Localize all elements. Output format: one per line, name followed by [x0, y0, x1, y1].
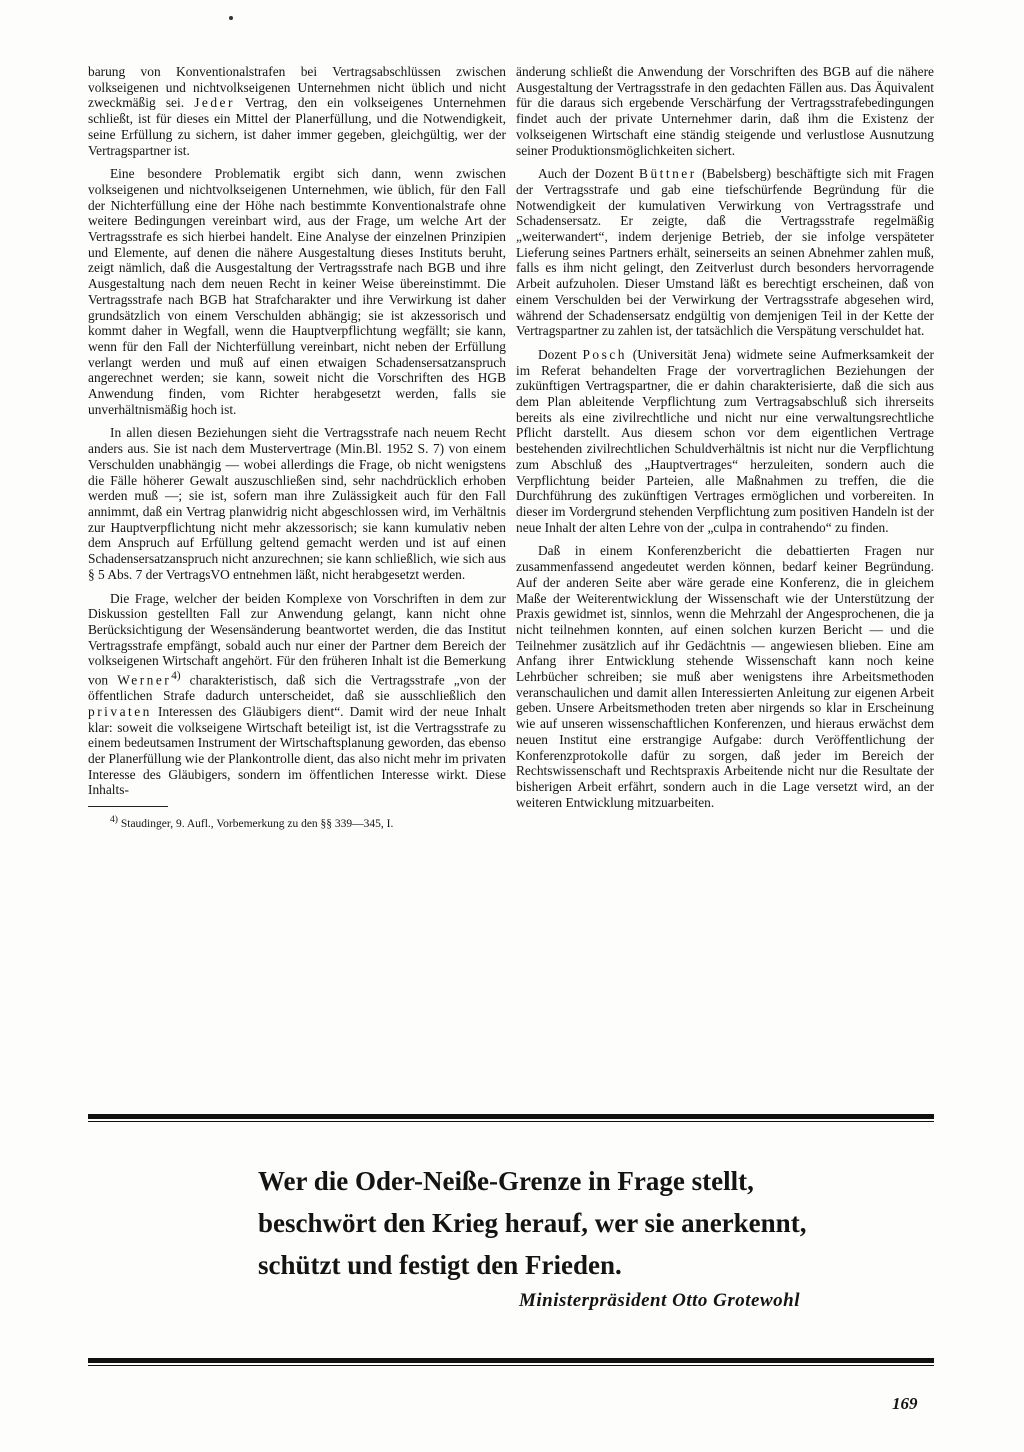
paragraph-text: Dozent: [538, 346, 577, 362]
paragraph-text: charakteristisch, daß sich die Vertragsstrafe „von der öffentlichen Strafe dadurch unterscheidet, daß sie ausschließlich den: [88, 672, 506, 704]
footnote-divider: [88, 806, 168, 807]
quote-line: beschwört den Krieg herauf, wer sie anerkennt,: [258, 1208, 807, 1238]
paragraph-text: (Babelsberg) beschäftigte sich mit Fragen der Vertragsstrafe und gab eine tiefschürfende Begründung für die Notwendigkeit der kumulativen Verwirkung von Vertragsstrafe und Schadensersatz. Er zeigte, daß die Vertragsstrafe regelmäßig „weiterwandert“, indem derjenige Betrieb, der sie infolge verspäteter Lieferung seines Partners erhält, seinerseits an seinen Abnehmer zahlen muß, falls es ihm nicht gelingt, den Zeitverlust durch besonders hervorragende Arbeit aufzuholen. Dieser Umstand läßt es berechtigt erscheinen, daß von einem Verschulden bei der Verwirkung der Vertragsstrafe abgesehen wird, während der Schadensersatz endgültig von demjenigen Teil in der Kette der Vertragspartner zu zahlen ist, der tatsächlich die Verspätung verschuldet hat.: [516, 166, 934, 339]
paragraph: änderung schließt die Anwendung der Vorschriften des BGB auf die nähere Ausgestaltung der Vertragsstrafe in den gedachten Fällen aus. Das Äquivalent für die daraus sich ergebende Verschärfung der Vertragsstrafebedingungen findet auch der private Unternehmer darin, daß ihm die Existenz der volkseigenen Wirtschaft eine ständig steigende und verlustlose Ausnutzung seiner Produktionsmöglichkeiten sichert.: [516, 64, 934, 158]
footnote-mark: 4): [110, 814, 118, 826]
paragraph: In allen diesen Beziehungen sieht die Vertragsstrafe nach neuem Recht anders aus. Sie ist nach dem Mustervertrage (Min.Bl. 1952 S. 7) von einem Verschulden unabhängig — wobei allerdings die Frage, ob nicht wenigstens die Fälle höherer Gewalt auszuschließen sind, sehr nachdrücklich erhoben werden muß —; sie ist, sofern man ihre Zulässigkeit auch für den Fall annimmt, daß ein Vertrag planwidrig nicht abgeschlossen wird, im Verhältnis zur Hauptverpflichtung nicht mehr akzessorisch; sie kann kumulativ neben dem Anspruch auf Erfüllung geltend gemacht werden und ist auf einen Schadensersatzanspruch nicht anzurechnen; sie kann schließlich, wie sich aus § 5 Abs. 7 der VertragsVO entnehmen läßt, nicht herabgesetzt werden.: [88, 425, 506, 582]
quote-author: Ministerpräsident Otto Grotewohl: [519, 1290, 800, 1311]
print-speck: [229, 16, 233, 20]
paragraph-text: Die Frage, welcher der beiden Komplexe von Vorschriften in dem zur Diskussion gestellten Fall zur Anwendung gelangt, kann nicht ohne Berücksichtigung der Wesensänderung beantwortet werden, die das Institut Vertragsstrafe empfängt, sobald auch nur einer der Partner dem Bereich der volkseigenen Wirtschaft angehört. Für den früheren Inhalt ist die Bemerkung von: [88, 590, 506, 688]
bottom-divider-thin: [88, 1365, 934, 1366]
author-name: Werner: [117, 672, 172, 688]
right-column: [516, 64, 934, 818]
page-number: 169: [892, 1394, 918, 1413]
left-column: [88, 64, 506, 839]
paragraph-text: Vertrag, den ein volkseigenes Unternehmen schließt, ist für dieses ein Mittel der Planerfüllung, und die Notwendigkeit, seine Erfüllung zu sichern, ist daher immer gegeben, gleichgültig, wer der Vertragspartner ist.: [88, 95, 506, 158]
top-divider-thin: [88, 1121, 934, 1122]
paragraph-text: (Universität Jena) widmete seine Aufmerksamkeit der im Referat behandelten Frage der vorvertraglichen Beziehungen der zukünftigen Vertragspartner, die er dahin charakterisierte, daß die sich aus dem Plan ableitende Verpflichtung zum Vertragsabschluß sich ihrerseits bereits als eine zivilrechtliche und nicht nur eine verwaltungsrechtliche Pflicht darstellt. Aus diesem schon vor dem eigentlichen Vertrage bestehenden zivilrechtlichen Schuldverhältnis ist nicht nur die Verpflichtung zum Abschluß des „Hauptvertrages“ herzuleiten, sondern auch die Verpflichtung beider Parteien, alle Maßnahmen zu treffen, die die Durchführung des zukünftigen Vertrages ermöglichen und vorbereiten. In dieser im Vordergrund stehenden Verpflichtung zum positiven Handeln ist der neue Inhalt der alten Lehre von der „culpa in contrahendo“ zu finden.: [516, 346, 934, 535]
paragraph: Daß in einem Konferenzbericht die debattierten Fragen nur zusammenfassend angedeutet werden können, bedarf keiner Begründung. Auf der anderen Seite aber wäre gerade eine Konferenz, die in gleichem Maße der Weiterentwicklung der Wissenschaft wie der Unterstützung der Praxis gewidmet ist, sinnlos, wenn die Mehrzahl der Angesprochenen, die ja nicht teilnehmen konnten, auf einen solchen kurzen Bericht — und die Teilnehmer zusätzlich auf ihr Gedächtnis — angewiesen blieben. Eine am Anfang ihrer Entwicklung stehende Wissenschaft kann noch keine Lehrbücher schreiben; sie muß aber wenigstens ihre Arbeitsmethoden veranschaulichen und damit allen Interessierten Anleitung zur eigenen Arbeit geben. Unsere Arbeitsmethoden treten aber nirgends so klar in Erscheinung wie auf unseren wissenschaftlichen Konferenzen, und hieraus erwächst dem neuen Institut eine erstrangige Aufgabe: durch Veröffentlichung der Konferenzprotokolle dafür zu sorgen, daß jeder im Bereich der Rechtswissenschaft und Rechtspraxis Arbeitende nicht nur die Resultate der bisherigen Arbeit erfährt, sondern auch in die Lage versetzt wird, an der weiteren Entwicklung mitzuarbeiten.: [516, 543, 934, 810]
footnote-ref: 4): [171, 670, 181, 683]
footnote: [88, 813, 506, 831]
paragraph: [516, 347, 934, 535]
paragraph: [88, 591, 506, 799]
paragraph: [516, 166, 934, 339]
person-name: Büttner: [639, 166, 697, 182]
paragraph: [88, 64, 506, 158]
footnote-text: Staudinger, 9. Aufl., Vorbemerkung zu den §§ 339—345, I.: [120, 817, 394, 830]
paragraph-text: barung von Konventionalstrafen bei Vertragsabschlüssen zwischen volkseigenen und nichtvolkseigenen Unternehmen nicht üblich und nicht zweckmäßig sei.: [88, 64, 506, 111]
quote-block: [258, 1160, 807, 1286]
paragraph-text: Interessen des Gläubigers dient“. Damit wird der neue Inhalt klar: soweit die volkseigene Wirtschaft beteiligt ist, ist die Vertragsstrafe zu einem bedeutsamen Instrument der Wirtschaftsplanung geworden, das ebenso der Planerfüllung wie der Plankontrolle dient, das also nicht mehr im privaten Interesse des Gläubigers, sondern im öffentlichen Interesse wirkt. Diese Inhalts-: [88, 703, 506, 798]
paragraph-text: Auch der Dozent: [538, 166, 634, 182]
top-divider-thick: [88, 1114, 934, 1119]
spaced-word: privaten: [88, 703, 152, 719]
person-name: Posch: [582, 346, 627, 362]
paragraph: Eine besondere Problematik ergibt sich dann, wenn zwischen volkseigenen und nichtvolkseigenen Unternehmen, wie üblich, für den Fall der Nichterfüllung eine der Höhe nach bestimmte Konventionalstrafe ohne weitere Bedingungen vereinbart wird, aus der Frage, um welche Art der Vertragsstrafe es sich hierbei handelt. Eine Analyse der einzelnen Prinzipien und Elemente, auf denen die nähere Ausgestaltung dieses Instituts beruht, zeigt nämlich, daß die Ausgestaltung der Vertragsstrafe nach BGB und ihre Ausgestaltung nach dem neuen Recht in keiner Weise übereinstimmt. Die Vertragsstrafe nach BGB hat Strafcharakter und ihre Verwirkung ist daher grundsätzlich von einem Verschulden abhängig; sie ist akzessorisch und kommt daher in Wegfall, wenn die Hauptverpflichtung wegfällt; sie kann, wenn für den Fall der Nichterfüllung vereinbart, nicht neben der Erfüllung verlangt werden und muß auf einen etwaigen Schadensersatzanspruch angerechnet werden; sie kann, soweit nicht die Vorschriften des HGB Anwendung finden, vom Richter herabgesetzt werden, falls sie unverhältnismäßig hoch ist.: [88, 166, 506, 417]
bottom-divider-thick: [88, 1358, 934, 1363]
quote-line: Wer die Oder-Neiße-Grenze in Frage stellt,: [258, 1166, 754, 1196]
spaced-word: Jeder: [194, 95, 235, 111]
quote-line: schützt und festigt den Frieden.: [258, 1250, 622, 1280]
